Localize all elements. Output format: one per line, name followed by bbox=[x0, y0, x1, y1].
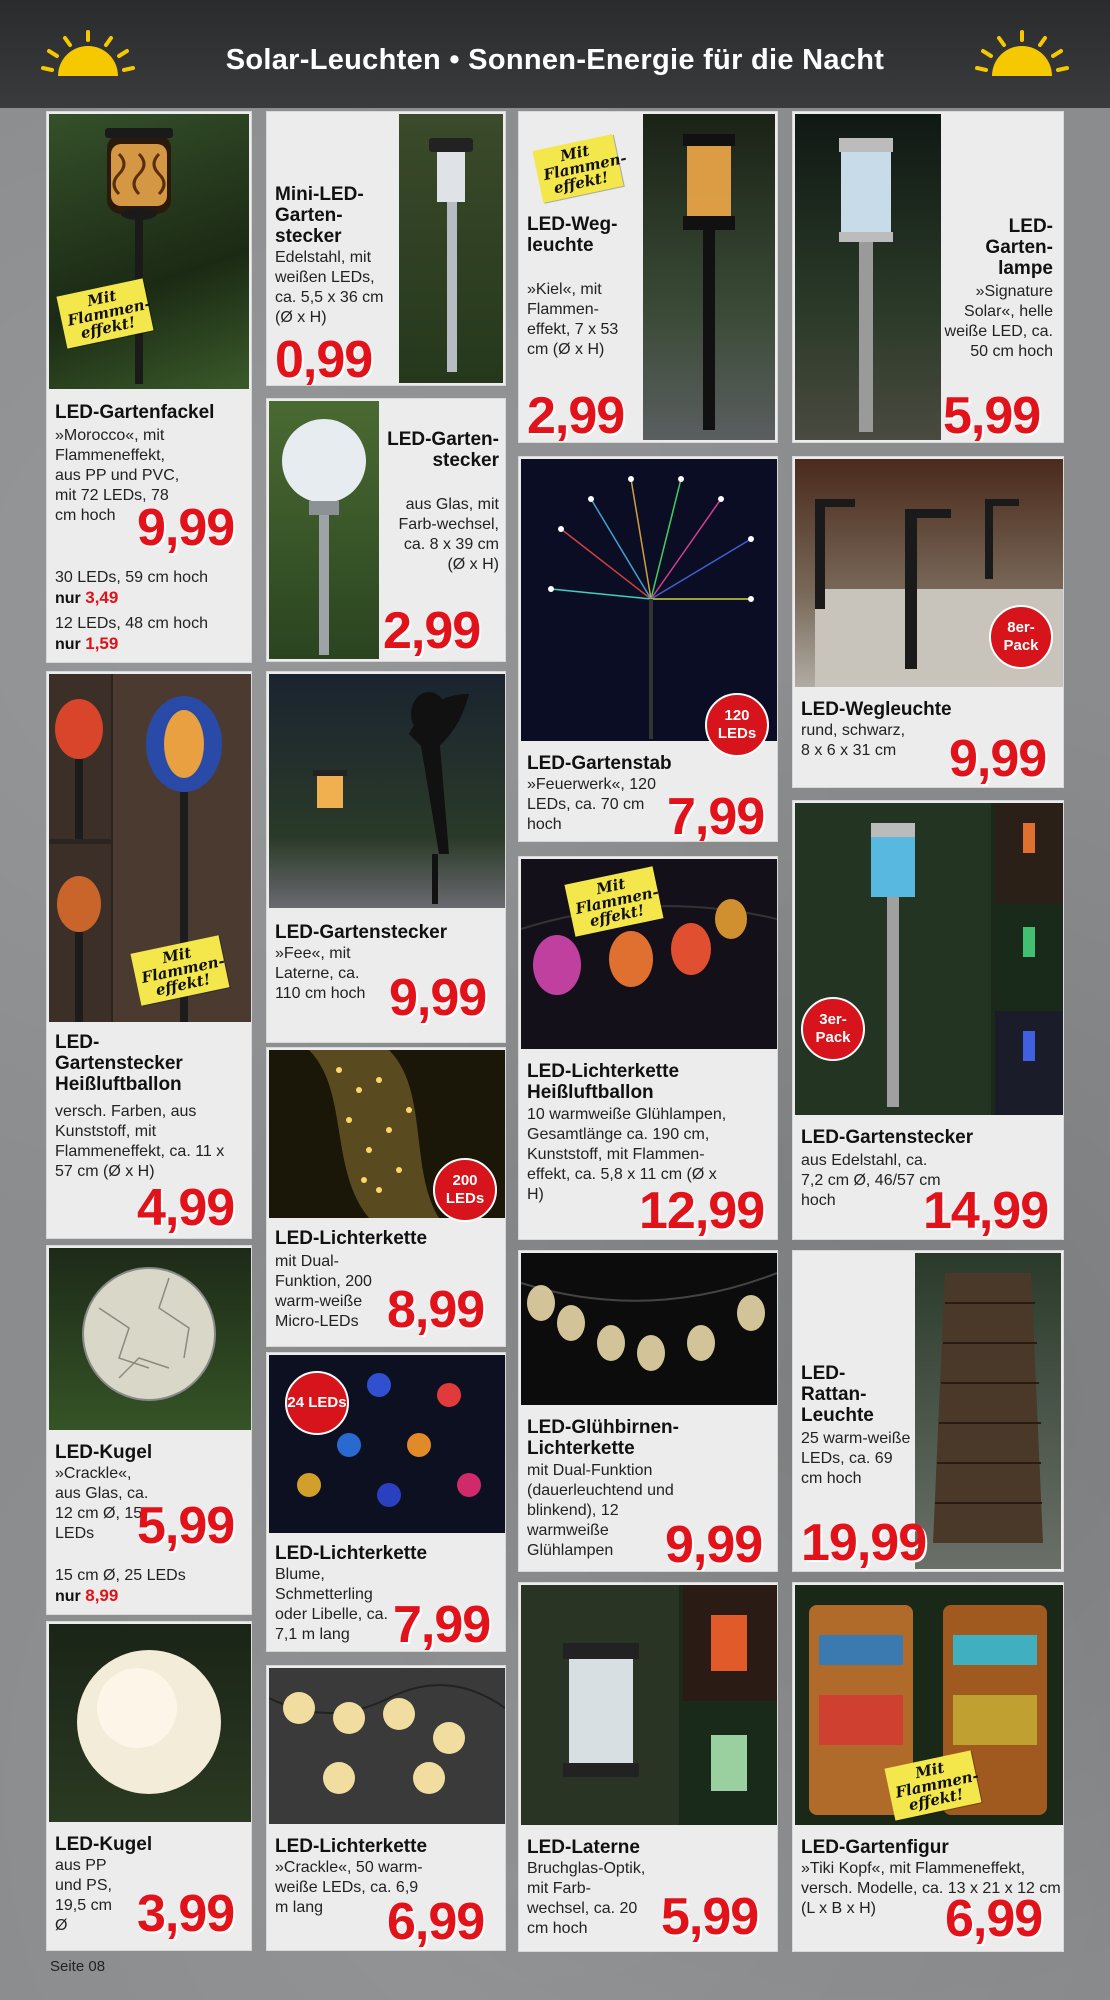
product-photo bbox=[269, 674, 505, 908]
product-title: LED-Laterne bbox=[527, 1837, 640, 1858]
product-price: 12,99 bbox=[639, 1182, 765, 1240]
product-card-gartenfigur[interactable] bbox=[792, 1582, 1064, 1952]
product-description: mit Dual-Funktion, 200 warm-weiße Micro-LEDs bbox=[275, 1253, 372, 1330]
variant-price: 8,99 bbox=[85, 1586, 119, 1605]
product-card-kugel-crackle[interactable] bbox=[46, 1245, 252, 1615]
product-description: mit Dual-Funktion (dauerleuchtend und blinkend), 12 warmweiße Glühlampen bbox=[527, 1462, 674, 1559]
product-price: 8,99 bbox=[387, 1281, 485, 1339]
product-photo bbox=[49, 1248, 251, 1430]
product-photo bbox=[399, 114, 503, 383]
product-title: LED-Kugel bbox=[55, 1834, 153, 1855]
product-photo bbox=[795, 114, 941, 440]
product-description: rund, schwarz, 8 x 6 x 31 cm bbox=[801, 722, 906, 759]
variant-text: 30 LEDs, 59 cm hoch bbox=[55, 569, 208, 586]
product-card-lichterkette-crackle[interactable] bbox=[266, 1665, 506, 1951]
product-card-lichterkette-blume[interactable] bbox=[266, 1352, 506, 1652]
product-description: Edelstahl, mit weißen LEDs, ca. 5,5 x 36 cm (Ø x H) bbox=[275, 249, 384, 326]
variant-text: 15 cm Ø, 25 LEDs bbox=[55, 1567, 186, 1584]
product-price: 4,99 bbox=[137, 1179, 235, 1237]
product-price: 9,99 bbox=[665, 1516, 763, 1572]
product-title: LED-Gartenfackel bbox=[55, 402, 215, 423]
product-price: 7,99 bbox=[393, 1596, 491, 1652]
product-description: »Morocco«, mit Flammeneffekt, aus PP und PVC, mit 72 LEDs, 78 cm hoch bbox=[55, 427, 180, 524]
product-description: »Kiel«, mit Flammen-effekt, 7 x 53 cm (Ø x H) bbox=[527, 281, 619, 358]
product-card-gartenstecker-glas[interactable] bbox=[266, 398, 506, 662]
page-header bbox=[0, 0, 1110, 108]
product-price: 9,99 bbox=[137, 499, 235, 557]
product-price: 6,99 bbox=[945, 1890, 1043, 1948]
pack-badge: 8er-Pack bbox=[989, 605, 1053, 669]
product-card-wegleuchte-rund[interactable] bbox=[792, 456, 1064, 788]
variant-price-line bbox=[55, 634, 118, 655]
product-card-gartenstab[interactable] bbox=[518, 456, 778, 842]
product-description: versch. Farben, aus Kunststoff, mit Flammeneffekt, ca. 11 x 57 cm (Ø x H) bbox=[55, 1103, 225, 1180]
product-description: 10 warmweiße Glühlampen, Gesamtlänge ca. 190 cm, Kunststoff, mit Flammen-effekt, ca. 5,8 x 11 cm (Ø x H) bbox=[527, 1106, 727, 1203]
pack-badge: 3er-Pack bbox=[801, 997, 865, 1061]
product-title: LED-Garten-stecker bbox=[387, 429, 499, 471]
variant-price: 3,49 bbox=[85, 588, 119, 607]
led-count-badge: 24 LEDs bbox=[285, 1371, 349, 1435]
product-card-gartenfackel[interactable] bbox=[46, 111, 252, 663]
product-description: 25 warm-weiße LEDs, ca. 69 cm hoch bbox=[801, 1430, 911, 1487]
product-card-wegleuchte-kiel[interactable] bbox=[518, 111, 778, 443]
product-price: 9,99 bbox=[389, 969, 487, 1027]
product-photo bbox=[521, 1253, 777, 1405]
product-photo bbox=[269, 401, 379, 659]
product-description: »Tiki Kopf«, mit Flammeneffekt, versch. Modelle, ca. 13 x 21 x 12 cm (L x B x H) bbox=[801, 1860, 1061, 1917]
product-card-heissluftballon-stecker[interactable] bbox=[46, 671, 252, 1239]
nur-label: nur bbox=[55, 1588, 81, 1605]
product-title: LED-Lichterkette bbox=[275, 1836, 428, 1857]
product-description: aus Glas, mit Farb-wechsel, ca. 8 x 39 cm (Ø x H) bbox=[398, 496, 499, 573]
product-card-kugel-pp[interactable] bbox=[46, 1621, 252, 1951]
product-card-lichterkette-ballon[interactable] bbox=[518, 856, 778, 1240]
product-photo bbox=[521, 1585, 777, 1825]
product-price: 2,99 bbox=[527, 387, 625, 443]
flame-effect-sticker: Mit Flammen-effekt! bbox=[130, 935, 229, 1006]
product-title: LED-Glühbirnen-Lichterkette bbox=[527, 1417, 679, 1459]
product-price: 19,99 bbox=[801, 1514, 927, 1572]
product-title: LED-Garten-lampe bbox=[985, 216, 1053, 279]
nur-label: nur bbox=[55, 590, 81, 607]
product-title: LED-Lichterkette Heißluftballon bbox=[527, 1061, 680, 1103]
product-title: LED-Rattan-Leuchte bbox=[801, 1363, 874, 1426]
product-price: 3,99 bbox=[137, 1885, 235, 1943]
product-title: LED-Gartenstecker bbox=[275, 922, 448, 943]
product-description: aus Edelstahl, ca. 7,2 cm Ø, 46/57 cm hoch bbox=[801, 1152, 941, 1209]
product-photo bbox=[795, 803, 1063, 1115]
led-count-badge: 120 LEDs bbox=[705, 693, 769, 757]
product-description: Blume, Schmetterling oder Libelle, ca. 7,1 m lang bbox=[275, 1566, 388, 1643]
variant-text: 12 LEDs, 48 cm hoch bbox=[55, 615, 208, 632]
product-title: LED-Weg-leuchte bbox=[527, 214, 618, 256]
product-price: 6,99 bbox=[387, 1893, 485, 1951]
product-title: LED-Gartenstab bbox=[527, 753, 672, 774]
product-description: Bruchglas-Optik, mit Farb-wechsel, ca. 20 cm hoch bbox=[527, 1860, 646, 1937]
product-photo bbox=[643, 114, 775, 440]
product-title: LED-Lichterkette bbox=[275, 1228, 428, 1249]
product-description: »Feuerwerk«, 120 LEDs, ca. 70 cm hoch bbox=[527, 776, 656, 833]
product-card-mini-gartenstecker[interactable] bbox=[266, 111, 506, 386]
product-price: 14,99 bbox=[923, 1182, 1049, 1240]
sun-icon bbox=[974, 30, 1070, 78]
page-title: Solar-Leuchten • Sonnen-Energie für die Nacht bbox=[225, 44, 885, 76]
flame-effect-sticker: Mit Flammen-effekt! bbox=[56, 278, 153, 348]
product-title: LED-Gartenfigur bbox=[801, 1837, 949, 1858]
product-card-gartenstecker-fee[interactable] bbox=[266, 671, 506, 1043]
product-title: LED-Gartenstecker Heißluftballon bbox=[55, 1032, 183, 1095]
product-card-lichterkette-dual[interactable] bbox=[266, 1047, 506, 1347]
variant-price: 1,59 bbox=[85, 634, 119, 653]
flame-effect-sticker: Mit Flammen-effekt! bbox=[564, 866, 663, 937]
product-card-rattan[interactable] bbox=[792, 1250, 1064, 1572]
product-description: »Fee«, mit Laterne, ca. 110 cm hoch bbox=[275, 945, 366, 1002]
product-description: »Signature Solar«, helle weiße LED, ca. 50 cm hoch bbox=[944, 283, 1053, 360]
product-price: 5,99 bbox=[661, 1888, 759, 1946]
product-title: LED-Kugel bbox=[55, 1442, 153, 1463]
product-price: 0,99 bbox=[275, 331, 373, 386]
product-title: LED-Lichterkette bbox=[275, 1543, 428, 1564]
product-title: Mini-LED-Garten-stecker bbox=[275, 184, 364, 247]
product-price: 5,99 bbox=[943, 387, 1041, 443]
product-description: »Crackle«, aus Glas, ca. 12 cm Ø, 15 LEDs bbox=[55, 1465, 149, 1542]
product-photo bbox=[49, 1624, 251, 1822]
product-card-gluehbirnen[interactable] bbox=[518, 1250, 778, 1572]
nur-label: nur bbox=[55, 636, 81, 653]
page-number: Seite 08 bbox=[50, 1958, 106, 1975]
product-title: LED-Wegleuchte bbox=[801, 699, 952, 720]
product-card-laterne[interactable] bbox=[518, 1582, 778, 1952]
product-price: 7,99 bbox=[667, 788, 765, 842]
flame-effect-sticker: Mit Flammen-effekt! bbox=[884, 1750, 981, 1820]
product-card-gartenlampe[interactable] bbox=[792, 111, 1064, 443]
product-card-gartenstecker-edelstahl[interactable] bbox=[792, 800, 1064, 1240]
product-photo bbox=[49, 114, 249, 389]
product-price: 5,99 bbox=[137, 1497, 235, 1555]
product-price: 2,99 bbox=[383, 602, 481, 660]
product-photo bbox=[269, 1668, 505, 1824]
variant-price-line bbox=[55, 588, 118, 609]
product-photo bbox=[915, 1253, 1061, 1569]
product-price: 9,99 bbox=[949, 730, 1047, 788]
flame-effect-sticker: Mit Flammen-effekt! bbox=[532, 134, 623, 203]
variant-price-line bbox=[55, 1586, 118, 1607]
led-count-badge: 200 LEDs bbox=[433, 1158, 497, 1222]
product-description: »Crackle«, 50 warm-weiße LEDs, ca. 6,9 m lang bbox=[275, 1859, 423, 1916]
product-title: LED-Gartenstecker bbox=[801, 1127, 974, 1148]
product-description: aus PP und PS, 19,5 cm Ø bbox=[55, 1857, 112, 1934]
